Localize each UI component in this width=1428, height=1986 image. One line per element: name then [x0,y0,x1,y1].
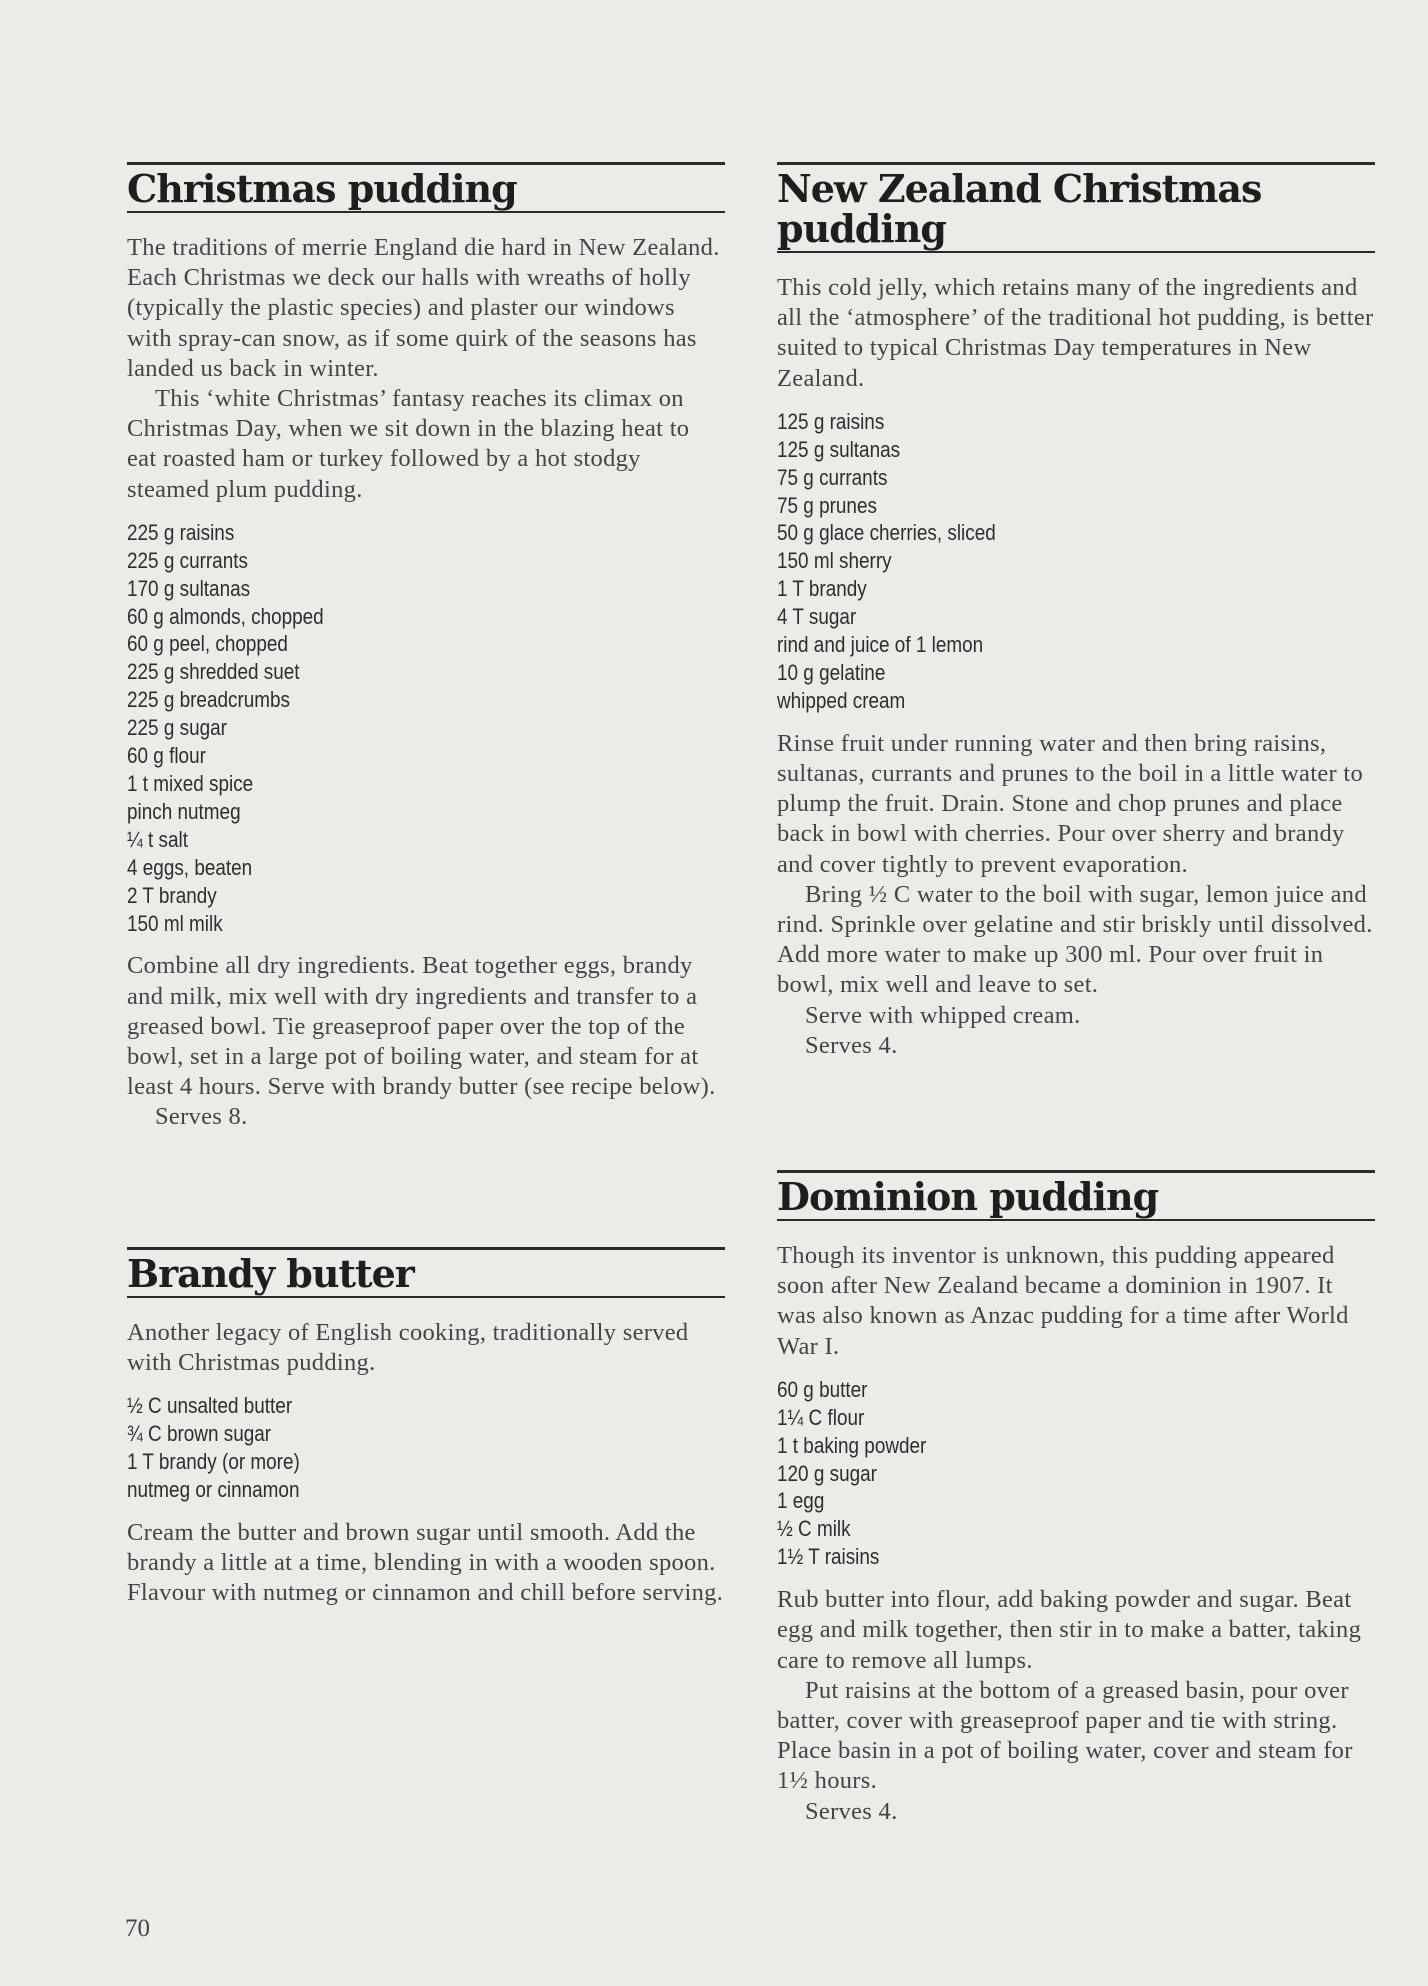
intro-paragraph: Though its inventor is unknown, this pudding appeared soon after New Zealand became a dominion in 1907. It was also known as Anzac pudding for a time after World War I. [777,1242,1349,1360]
ingredient-item: 225 g breadcrumbs [127,687,291,713]
ingredient-item: 60 g peel, chopped [127,631,288,657]
ingredient-item: 10 g gelatine [777,659,886,685]
recipe-method [777,729,1375,1061]
recipe-title: Christmas pudding [127,166,517,211]
ingredient-item: 1¼ C flour [777,1404,865,1430]
recipe-title: New Zealand Christmas pudding [777,166,1262,251]
recipe-dominion-pudding [777,1170,1375,1827]
recipe-intro [777,1241,1375,1362]
recipe-title-block [777,1170,1375,1221]
intro-paragraph: The traditions of merrie England die hard in New Zealand. Each Christmas we deck our halls with wreaths of holly (typically the plastic species) and plaster our windows with spray-can snow, as if some quirk of the seasons has landed us back in winter. [127,234,720,382]
ingredient-item: 1 T brandy (or more) [127,1449,300,1475]
intro-paragraph: This cold jelly, which retains many of the ingredients and all the ‘atmosphere’ of the traditional hot pudding, is better suited to typical Christmas Day temperatures in New Zealand. [777,274,1374,392]
method-paragraph: Put raisins at the bottom of a greased basin, pour over batter, cover with greaseproof paper and tie with string. Place basin in a pot of boiling water, cover and steam for 1½ hours. [777,1676,1353,1795]
ingredient-item: 75 g currants [777,464,888,490]
ingredient-item: ½ C unsalted butter [127,1393,293,1419]
ingredient-list [777,408,1374,715]
recipe-nz-christmas-pudding [777,162,1375,1061]
ingredient-item: whipped cream [777,687,906,713]
ingredient-item: 1 t baking powder [777,1432,927,1458]
ingredient-item: 150 ml milk [127,910,223,936]
ingredient-item: 1 t mixed spice [127,770,254,796]
recipe-title-block [777,162,1375,253]
ingredient-item: ¼ t salt [127,826,188,852]
recipe-intro [127,233,725,505]
method-paragraph: Rub butter into flour, add baking powder and sugar. Beat egg and milk together, then stir in to make a batter, taking care to remove all lumps. [777,1586,1362,1674]
serves-note: Serves 4. [805,1031,898,1059]
ingredient-item: 1½ T raisins [777,1544,880,1570]
method-paragraph: Cream the butter and brown sugar until smooth. Add the brandy a little at a time, blending in with a wooden spoon. Flavour with nutmeg or cinnamon and chill before serving. [127,1519,724,1607]
recipe-intro [127,1318,725,1378]
ingredient-list [777,1376,1374,1571]
serves-note: Serves 4. [805,1797,898,1825]
serves-note: Serves 8. [155,1103,248,1131]
ingredient-item: 60 g butter [777,1376,868,1402]
method-paragraph: Rinse fruit under running water and then bring raisins, sultanas, currants and prunes to the boil in a little water to plump the fruit. Drain. Stone and chop prunes and place back in bowl with cherries. Pour over sherry and brandy and cover tightly to prevent evaporation. [777,729,1364,878]
ingredient-item: 1 T brandy [777,576,867,602]
recipe-title: Brandy butter [127,1251,414,1296]
ingredient-item: 50 g glace cherries, sliced [777,520,996,546]
ingredient-item: 1 egg [777,1488,825,1514]
ingredient-item: 225 g currants [127,547,248,573]
ingredient-item: 4 eggs, beaten [127,854,253,880]
ingredient-item: 60 g flour [127,743,206,769]
recipe-title-block [127,1247,725,1298]
ingredient-item: rind and juice of 1 lemon [777,632,984,658]
method-paragraph: Serve with whipped cream. [805,1001,1081,1029]
recipe-title-block [127,162,725,213]
ingredient-item: 60 g almonds, chopped [127,603,324,629]
recipe-title: Dominion pudding [777,1174,1159,1219]
ingredient-item: 225 g raisins [127,519,235,545]
page-number: 70 [125,1915,150,1942]
recipe-intro [777,273,1375,394]
ingredient-list [127,519,724,938]
ingredient-item: 75 g prunes [777,492,877,518]
ingredient-item: 225 g sugar [127,715,227,741]
ingredient-list [127,1392,724,1504]
ingredient-item: pinch nutmeg [127,798,241,824]
recipe-method [127,1518,725,1609]
method-paragraph: Combine all dry ingredients. Beat together eggs, brandy and milk, mix well with dry ingredients and transfer to a greased bowl. Tie greaseproof paper over the top of the bowl, set in a large pot of boiling water, and steam for at least 4 hours. Serve with brandy butter (see recipe below). [127,952,716,1101]
ingredient-item: 125 g sultanas [777,436,901,462]
ingredient-item: 150 ml sherry [777,548,892,574]
ingredient-item: 225 g shredded suet [127,659,300,685]
recipe-method [777,1585,1375,1827]
recipe-brandy-butter [127,1247,725,1609]
ingredient-item: 125 g raisins [777,408,885,434]
ingredient-item: 170 g sultanas [127,575,251,601]
ingredient-item: ½ C milk [777,1516,851,1542]
intro-paragraph: This ‘white Christmas’ fantasy reaches its climax on Christmas Day, when we sit down in the blazing heat to eat roasted ham or turkey followed by a hot stodgy steamed plum pudding. [127,385,690,503]
ingredient-item: 120 g sugar [777,1460,877,1486]
recipe-christmas-pudding [127,162,725,1133]
ingredient-item: 4 T sugar [777,604,857,630]
intro-paragraph: Another legacy of English cooking, traditionally served with Christmas pudding. [127,1319,689,1377]
method-paragraph: Bring ½ C water to the boil with sugar, lemon juice and rind. Sprinkle over gelatine and stir briskly until dissolved. Add more water to make up 300 ml. Pour over fruit in bowl, mix well and leave to set. [777,880,1373,999]
ingredient-item: 2 T brandy [127,882,217,908]
recipe-method [127,951,725,1132]
ingredient-item: ¾ C brown sugar [127,1421,272,1447]
ingredient-item: nutmeg or cinnamon [127,1477,300,1503]
